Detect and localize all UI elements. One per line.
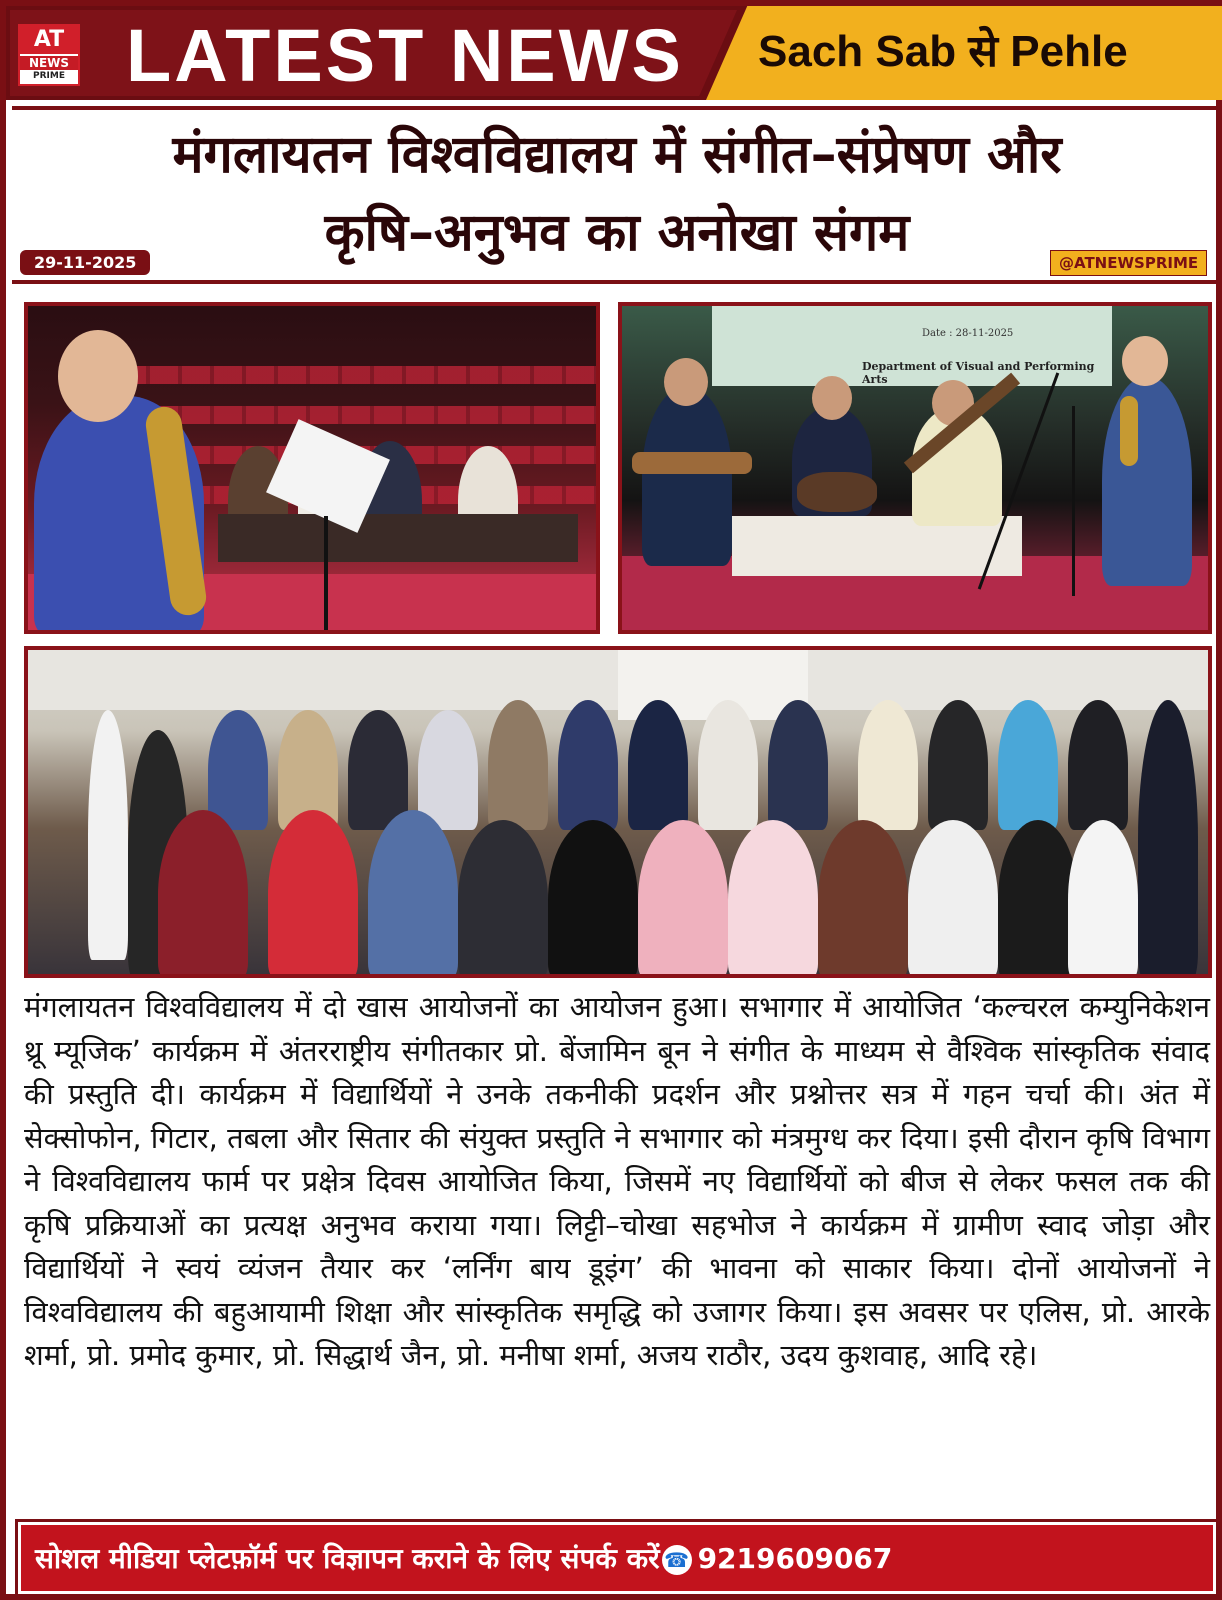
logo-prime: PRIME — [33, 71, 65, 81]
musician-head — [812, 376, 852, 420]
photo-stage-ensemble — [618, 302, 1212, 634]
title-block — [12, 106, 1222, 284]
person-standing — [488, 700, 548, 830]
headline-line-2: कृषि–अनुभव का अनोखा संगम — [324, 203, 910, 263]
footer-message: सोशल मीडिया प्लेटफ़ॉर्म पर विज्ञापन कराने के लिए संपर्क करें — [35, 1542, 660, 1575]
headline — [22, 116, 1212, 272]
student-seated — [638, 820, 728, 978]
saxophone — [1120, 396, 1138, 466]
social-handle-badge: @ATNEWSPRIME — [1050, 250, 1207, 276]
person-standing — [928, 700, 988, 830]
stage-banner-date: Date : 28-11-2025 — [922, 328, 1014, 339]
stage-banner — [712, 306, 1112, 386]
student-seated — [1068, 820, 1138, 978]
person-standing — [348, 710, 408, 830]
latest-news-banner: LATEST NEWS — [126, 14, 684, 97]
student-seated — [158, 810, 248, 978]
header-bar — [6, 6, 1216, 100]
headline-line-1: मंगलायतन विश्वविद्यालय में संगीत–संप्रेषण और — [172, 125, 1062, 185]
person-standing — [418, 710, 478, 830]
brand-logo — [18, 24, 80, 86]
article-body: मंगलायतन विश्वविद्यालय में दो खास आयोजनों का आयोजन हुआ। सभागार में आयोजित ‘कल्चरल कम्युनिकेशन थ्रू म्यूजिक’ कार्यक्रम में अंतरराष्ट्रीय संगीतकार प्रो. बेंजामिन बून ने संगीत के माध्यम से वैश्विक सांस्कृतिक संवाद की प्रस्तुति दी। कार्यक्रम में विद्यार्थियों ने उनके तकनीकी प्रदर्शन और प्रश्नोत्तर सत्र में गहन चर्चा की। अंत में सेक्सोफोन, गिटार, तबला और सितार की संयुक्त प्रस्तुति ने सभागार को मंत्रमुग्ध कर दिया। इसी दौरान कृषि विभाग ने विश्वविद्यालय फार्म पर प्रक्षेत्र दिवस आयोजित किया, जिसमें नए विद्यार्थियों को बीज से लेकर फसल तक की कृषि प्रक्रियाओं का प्रत्यक्ष अनुभव कराया गया। लिट्टी–चोखा सहभोज ने कार्यक्रम में ग्रामीण स्वाद जोड़ा और विद्यार्थियों ने स्वयं व्यंजन तैयार कर ‘लर्निंग बाय डूइंग’ की भावना को साकार किया। दोनों आयोजनों ने विश्वविद्यालय की बहुआयामी शिक्षा और सांस्कृतिक समृद्धि को उजागर किया। इस अवसर पर एलिस, प्रो. आरके शर्मा, प्रो. प्रमोद कुमार, प्रो. सिद्धार्थ जैन, प्रो. मनीषा शर्मा, अजय राठौर, उदय कुशवाह, आदि रहे। — [24, 990, 1210, 1372]
person-standing — [768, 700, 828, 830]
logo-news: NEWS — [20, 56, 78, 70]
person-standing — [558, 700, 618, 830]
tabla — [797, 472, 877, 512]
student-seated — [458, 820, 548, 978]
phone-icon: ☎ — [662, 1545, 692, 1575]
person-standing — [858, 700, 918, 830]
person-standing — [1138, 700, 1198, 978]
musician-head — [664, 358, 708, 406]
person-standing — [628, 700, 688, 830]
student-seated — [368, 810, 458, 978]
student-seated — [728, 820, 818, 978]
tagline: Sach Sab से Pehle — [758, 27, 1128, 76]
person-standing — [88, 710, 128, 960]
person-standing — [698, 700, 758, 830]
date-badge: 29-11-2025 — [20, 250, 150, 275]
stage-banner-department: Department of Visual and Performing Arts — [862, 360, 1095, 386]
front-table — [218, 514, 578, 562]
student-seated — [908, 820, 998, 978]
musician-head — [1122, 336, 1168, 386]
student-seated — [268, 810, 358, 978]
photo-saxophone-auditorium — [24, 302, 600, 634]
person-standing — [1068, 700, 1128, 830]
logo-at: AT — [20, 26, 78, 54]
musician-guitar — [642, 386, 732, 566]
student-seated — [818, 820, 908, 978]
student-seated — [548, 820, 638, 978]
footer-text — [35, 1535, 892, 1583]
ad-contact-footer — [18, 1522, 1216, 1594]
seat-row — [118, 366, 598, 384]
person-standing — [208, 710, 268, 830]
saxophonist-head — [58, 330, 138, 422]
photo-group-students — [24, 646, 1212, 978]
phone-number: 9219609067 — [697, 1542, 893, 1575]
student-seated — [998, 820, 1078, 978]
music-stand — [324, 516, 328, 634]
person-standing — [998, 700, 1058, 830]
musician-saxophone — [1102, 376, 1192, 586]
slide-guitar — [632, 452, 752, 474]
mic-stand — [1072, 406, 1075, 596]
seat-row — [118, 406, 598, 424]
